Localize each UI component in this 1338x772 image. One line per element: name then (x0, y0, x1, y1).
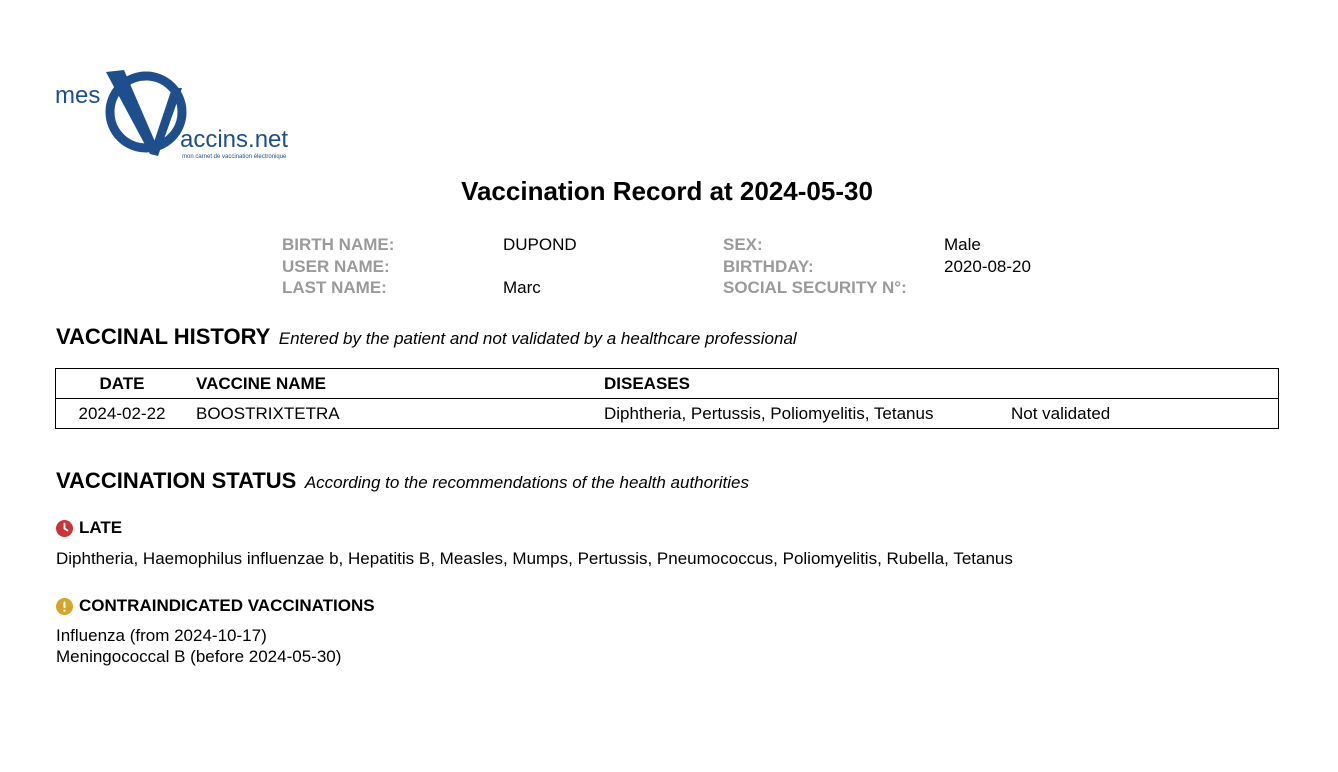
col-date: DATE (99, 373, 145, 393)
patient-values-left (503, 234, 577, 299)
history-table-header (56, 369, 1279, 399)
user-name-label: USER NAME: (282, 256, 390, 276)
patient-values-right (944, 234, 1031, 299)
row-diseases: Diphtheria, Pertussis, Poliomyelitis, Tetanus (604, 403, 934, 423)
patient-labels-right (723, 234, 907, 299)
list-item: Meningococcal B (before 2024-05-30) (56, 647, 342, 666)
birth-name-value: DUPOND (503, 235, 577, 254)
logo-suffix: accins.net (180, 126, 289, 153)
sex-label: SEX: (723, 235, 763, 254)
list-item: Influenza (from 2024-10-17) (56, 626, 267, 645)
late-label: LATE (79, 518, 123, 537)
status-subtitle: According to the recommendations of the health authorities (304, 473, 749, 492)
col-diseases: DISEASES (604, 373, 690, 393)
status-heading (56, 468, 749, 494)
page-title: Vaccination Record at 2024-05-30 (461, 176, 873, 206)
ssn-label: SOCIAL SECURITY N°: (723, 278, 907, 297)
user-name-value (503, 256, 577, 278)
sex-value: Male (944, 235, 981, 254)
status-title: VACCINATION STATUS (56, 468, 297, 493)
warning-icon (56, 598, 73, 615)
patient-labels-left (282, 234, 394, 299)
row-vaccine: BOOSTRIXTETRA (196, 403, 340, 423)
logo-tagline: mon carnet de vaccination électronique (182, 154, 287, 160)
table-row (56, 399, 1279, 429)
row-status: Not validated (1011, 403, 1111, 423)
ssn-value (944, 277, 1031, 299)
clock-icon (56, 520, 73, 537)
history-table (55, 368, 1279, 429)
mesvaccins-logo (54, 66, 304, 162)
birthday-value: 2020-08-20 (944, 256, 1031, 276)
contraindicated-heading (56, 596, 375, 616)
history-subtitle: Entered by the patient and not validated by a healthcare professional (278, 329, 797, 348)
logo-prefix: mes (55, 82, 101, 109)
birth-name-label: BIRTH NAME: (282, 235, 395, 254)
history-heading (56, 324, 797, 350)
last-name-value: Marc (503, 278, 541, 297)
col-status (1011, 369, 1279, 399)
contraindicated-label: CONTRAINDICATED VACCINATIONS (79, 596, 375, 615)
last-name-label: LAST NAME: (282, 278, 387, 297)
history-title: VACCINAL HISTORY (56, 324, 271, 349)
late-heading (56, 518, 122, 538)
birthday-label: BIRTHDAY: (723, 256, 814, 276)
col-vaccine: VACCINE NAME (196, 373, 327, 393)
row-date: 2024-02-22 (78, 403, 166, 423)
late-diseases: Diphtheria, Haemophilus influenzae b, Hepatitis B, Measles, Mumps, Pertussis, Pneumococcus, Poliomyelitis, Rubella, Tetanus (56, 549, 1013, 568)
